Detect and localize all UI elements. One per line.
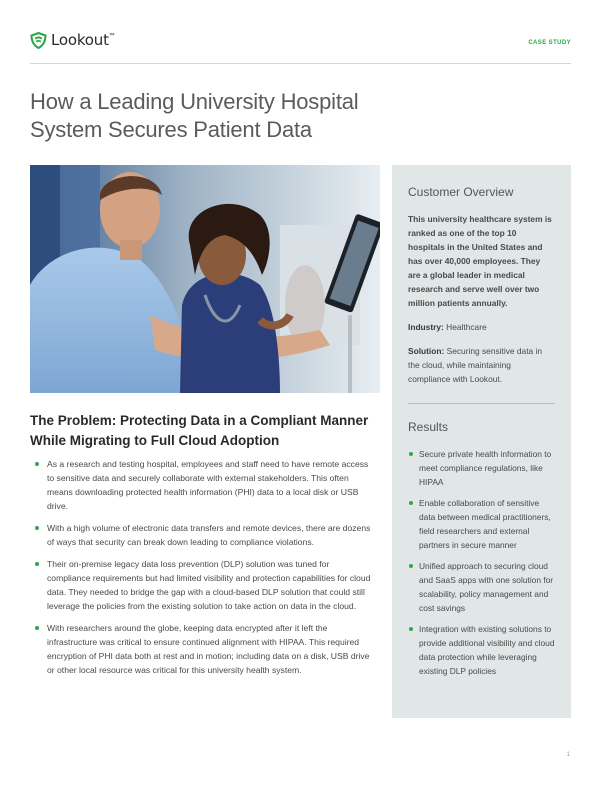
- header-divider: [30, 63, 571, 64]
- lookout-logo: [30, 31, 115, 49]
- customer-overview-sidebar: [392, 165, 571, 718]
- list-item-text: With a high volume of electronic data transfers and remote devices, there are dozens of ways that security can break down leading to compliance violations.: [47, 523, 371, 547]
- problem-heading: The Problem: Protecting Data in a Compliant Manner While Migrating to Full Cloud Adoption: [30, 413, 369, 448]
- list-item: [30, 457, 375, 513]
- overview-text: This university healthcare system is ranked as one of the top 10 hospitals in the United States and has over 40,000 employees. They are a global leader in medical research and serve well over two million patients annually.: [408, 214, 552, 308]
- bullet-icon: [35, 626, 39, 630]
- bullet-icon: [35, 562, 39, 566]
- lookout-shield-icon: [30, 32, 47, 49]
- bullet-icon: [409, 627, 413, 631]
- bullet-icon: [409, 501, 413, 505]
- bullet-icon: [35, 462, 39, 466]
- industry-line: [408, 320, 555, 334]
- list-item: [30, 521, 375, 549]
- overview-heading: Customer Overview: [408, 185, 514, 199]
- bullet-icon: [35, 526, 39, 530]
- list-item: [30, 621, 375, 677]
- hospital-staff-photo: [30, 165, 380, 393]
- list-item-text: Their on-premise legacy data loss prevention (DLP) solution was tuned for compliance requirements but had limited visibility and protection capabilities for cloud data. They needed to bridge the gap with a cloud-based DLP solution that could still leverage the policies from the existing solution to take action on data in the cloud.: [47, 559, 371, 611]
- result-text: Secure private health information to meet compliance regulations, like HIPAA: [419, 449, 552, 487]
- solution-line: [408, 344, 555, 386]
- result-text: Integration with existing solutions to provide additional visibility and cloud data protection while leveraging existing DLP policies: [419, 624, 555, 676]
- solution-value: Securing sensitive data in the cloud, while maintaining compliance with Lookout.: [408, 346, 543, 384]
- industry-value: Healthcare: [443, 322, 487, 332]
- list-item: [408, 559, 555, 615]
- result-text: Enable collaboration of sensitive data between medical practitioners, field researchers and external partners in secure manner: [419, 498, 551, 550]
- results-list: [408, 447, 555, 678]
- results-heading: Results: [408, 420, 449, 434]
- trademark-mark: ™: [108, 33, 115, 39]
- page-title: How a Leading University Hospital System Secures Patient Data: [30, 89, 359, 142]
- result-text: Unified approach to securing cloud and SaaS apps with one solution for scalability, policy management and cost savings: [419, 561, 554, 613]
- list-item-text: As a research and testing hospital, employees and staff need to have remote access to sensitive data and securely collaborate with external stakeholders. This often means downloading protected health information (PHI) data to a local disk or USB drive.: [47, 459, 369, 511]
- bullet-icon: [409, 564, 413, 568]
- list-item: [408, 496, 555, 552]
- solution-label: Solution:: [408, 346, 445, 356]
- page-number: 1: [566, 752, 570, 758]
- list-item: [408, 622, 555, 678]
- list-item: [408, 447, 555, 489]
- case-study-tag: CASE STUDY: [528, 40, 571, 46]
- list-item-text: With researchers around the globe, keeping data encrypted after it left the infrastructure was critical to ensure continued alignment with HIPAA. This required encryption of PHI data both at rest and in motion; including data on a disk, USB drive or other local resource was critical for this university health system.: [47, 623, 370, 675]
- bullet-icon: [409, 452, 413, 456]
- industry-label: Industry:: [408, 322, 444, 332]
- problem-list: [30, 457, 375, 685]
- list-item: [30, 557, 375, 613]
- brand-name: Lookout: [51, 31, 109, 49]
- sidebar-divider: [408, 403, 555, 404]
